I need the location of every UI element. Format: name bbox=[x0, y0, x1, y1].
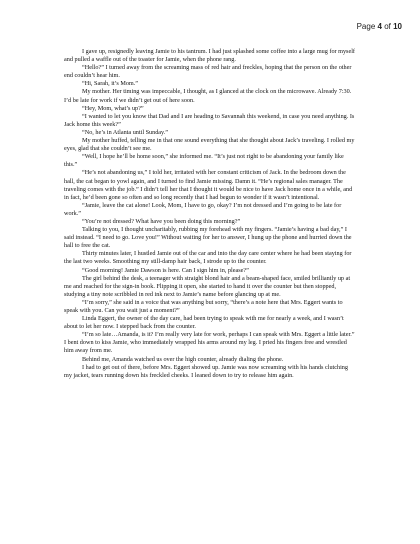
paragraph: My mother huffed, telling me in that one sound everything that she thought about Jack’s traveling. I rolled my eyes, glad that she couldn’t see me. bbox=[64, 137, 355, 153]
paragraph: “Hey, Mom, what’s up?” bbox=[82, 104, 144, 112]
paragraph: Linda Eggert, the owner of the day care, had been trying to speak with me for nearly a week, and I wasn’t about to let her now. I stepped back from the counter. bbox=[64, 315, 344, 331]
paragraph: Behind me, Amanda watched us over the high counter, already dialing the phone. bbox=[82, 355, 284, 363]
paragraph: Talking to you, I thought uncharitably, rubbing my forehead with my fingers. “Jamie’s having a bad day,” I said instead. “I need to go. Love you!” Without waiting for her to answer, I hung up the phone and hurried down the hall to free the cat. bbox=[64, 226, 352, 250]
page-number-header bbox=[357, 22, 402, 31]
paragraph: “Well, I hope he’ll be home soon,” she informed me. “It’s just not right to be abandoning your family like this.” bbox=[64, 153, 344, 169]
paragraph: “You’re not dressed? What have you been doing this morning?” bbox=[82, 217, 241, 225]
paragraph: Thirty minutes later, I hustled Jamie out of the car and into the day care center where he had been staying for the last two weeks. Smoothing my still-damp hair back, I strode up to the counter. bbox=[64, 250, 352, 266]
paragraph: “I’m sorry,” she said in a voice that was anything but sorry, “there’s a note here that Mrs. Eggert wants to speak with you. Can you wait just a moment?” bbox=[64, 298, 343, 314]
page-word: Page bbox=[356, 22, 376, 31]
paragraph: “Hello?” I turned away from the screaming mass of red hair and freckles, hoping that the person on the other end couldn’t hear him. bbox=[64, 64, 352, 80]
paragraph: “I wanted to let you know that Dad and I are heading to Savannah this weekend, in case you need anything. Is Jack home this week?” bbox=[64, 112, 355, 128]
paragraph: “He’s not abandoning us,” I told her, irritated with her constant criticism of Jack. In the bedroom down the hall, the cat began to yowl again, and I turned to find Jamie missing. Damn it. “He’s regional sales manager. The traveling comes with the job.” I didn’t tell her that I thought it would be nice to have Jack home once in a while, and in fact, he’d been gone so often and so long recently that I had begun to wonder if it wasn’t intentional. bbox=[64, 169, 353, 201]
total-pages-number: 10 bbox=[393, 22, 402, 31]
paragraph: The girl behind the desk, a teenager with straight blond hair and a beam-shaped face, smiled brilliantly up at me and reached for the sign-in book. Flipping it open, she started to hand it over the counter but then stopped, studying a tiny note scribbled in red ink next to Jamie’s name before glancing up at me. bbox=[64, 274, 351, 298]
paragraph: “No, he’s in Atlanta until Sunday.” bbox=[82, 128, 169, 136]
paragraph: I gave up, resignedly leaving Jamie to his tantrum. I had just splashed some coffee into a large mug for myself and pulled a waffle out of the toaster for Jamie, when the phone rang. bbox=[64, 48, 355, 64]
current-page-number: 4 bbox=[377, 22, 382, 31]
body-text bbox=[64, 48, 356, 380]
paragraph: “I’m so late…Amanda, is it? I’m really very late for work, perhaps I can speak with Mrs. Eggert a little later.” I bent down to kiss Jamie, who immediately wrapped his arms around my leg. I pried his fingers free and wrestled him away from me. bbox=[64, 331, 355, 355]
paragraph: “Hi, Sarah, it’s Mom.” bbox=[82, 80, 139, 88]
paragraph: “Jamie, leave the cat alone! Look, Mom, I have to go, okay? I’m not dressed and I’m going to be late for work.” bbox=[64, 201, 342, 217]
of-word: of bbox=[384, 22, 391, 31]
paragraph: I had to get out of there, before Mrs. Eggert showed up. Jamie was now screaming with his hands clutching my jacket, tears running down his freckled cheeks. I leaned down to try to release him again. bbox=[64, 363, 348, 379]
paragraph: My mother. Her timing was impeccable, I thought, as I glanced at the clock on the microwave. Already 7:30. I’d be late for work if we didn’t get out of here soon. bbox=[64, 88, 352, 104]
paragraph: “Good morning! Jamie Dawson is here. Can I sign him in, please?” bbox=[82, 266, 249, 274]
